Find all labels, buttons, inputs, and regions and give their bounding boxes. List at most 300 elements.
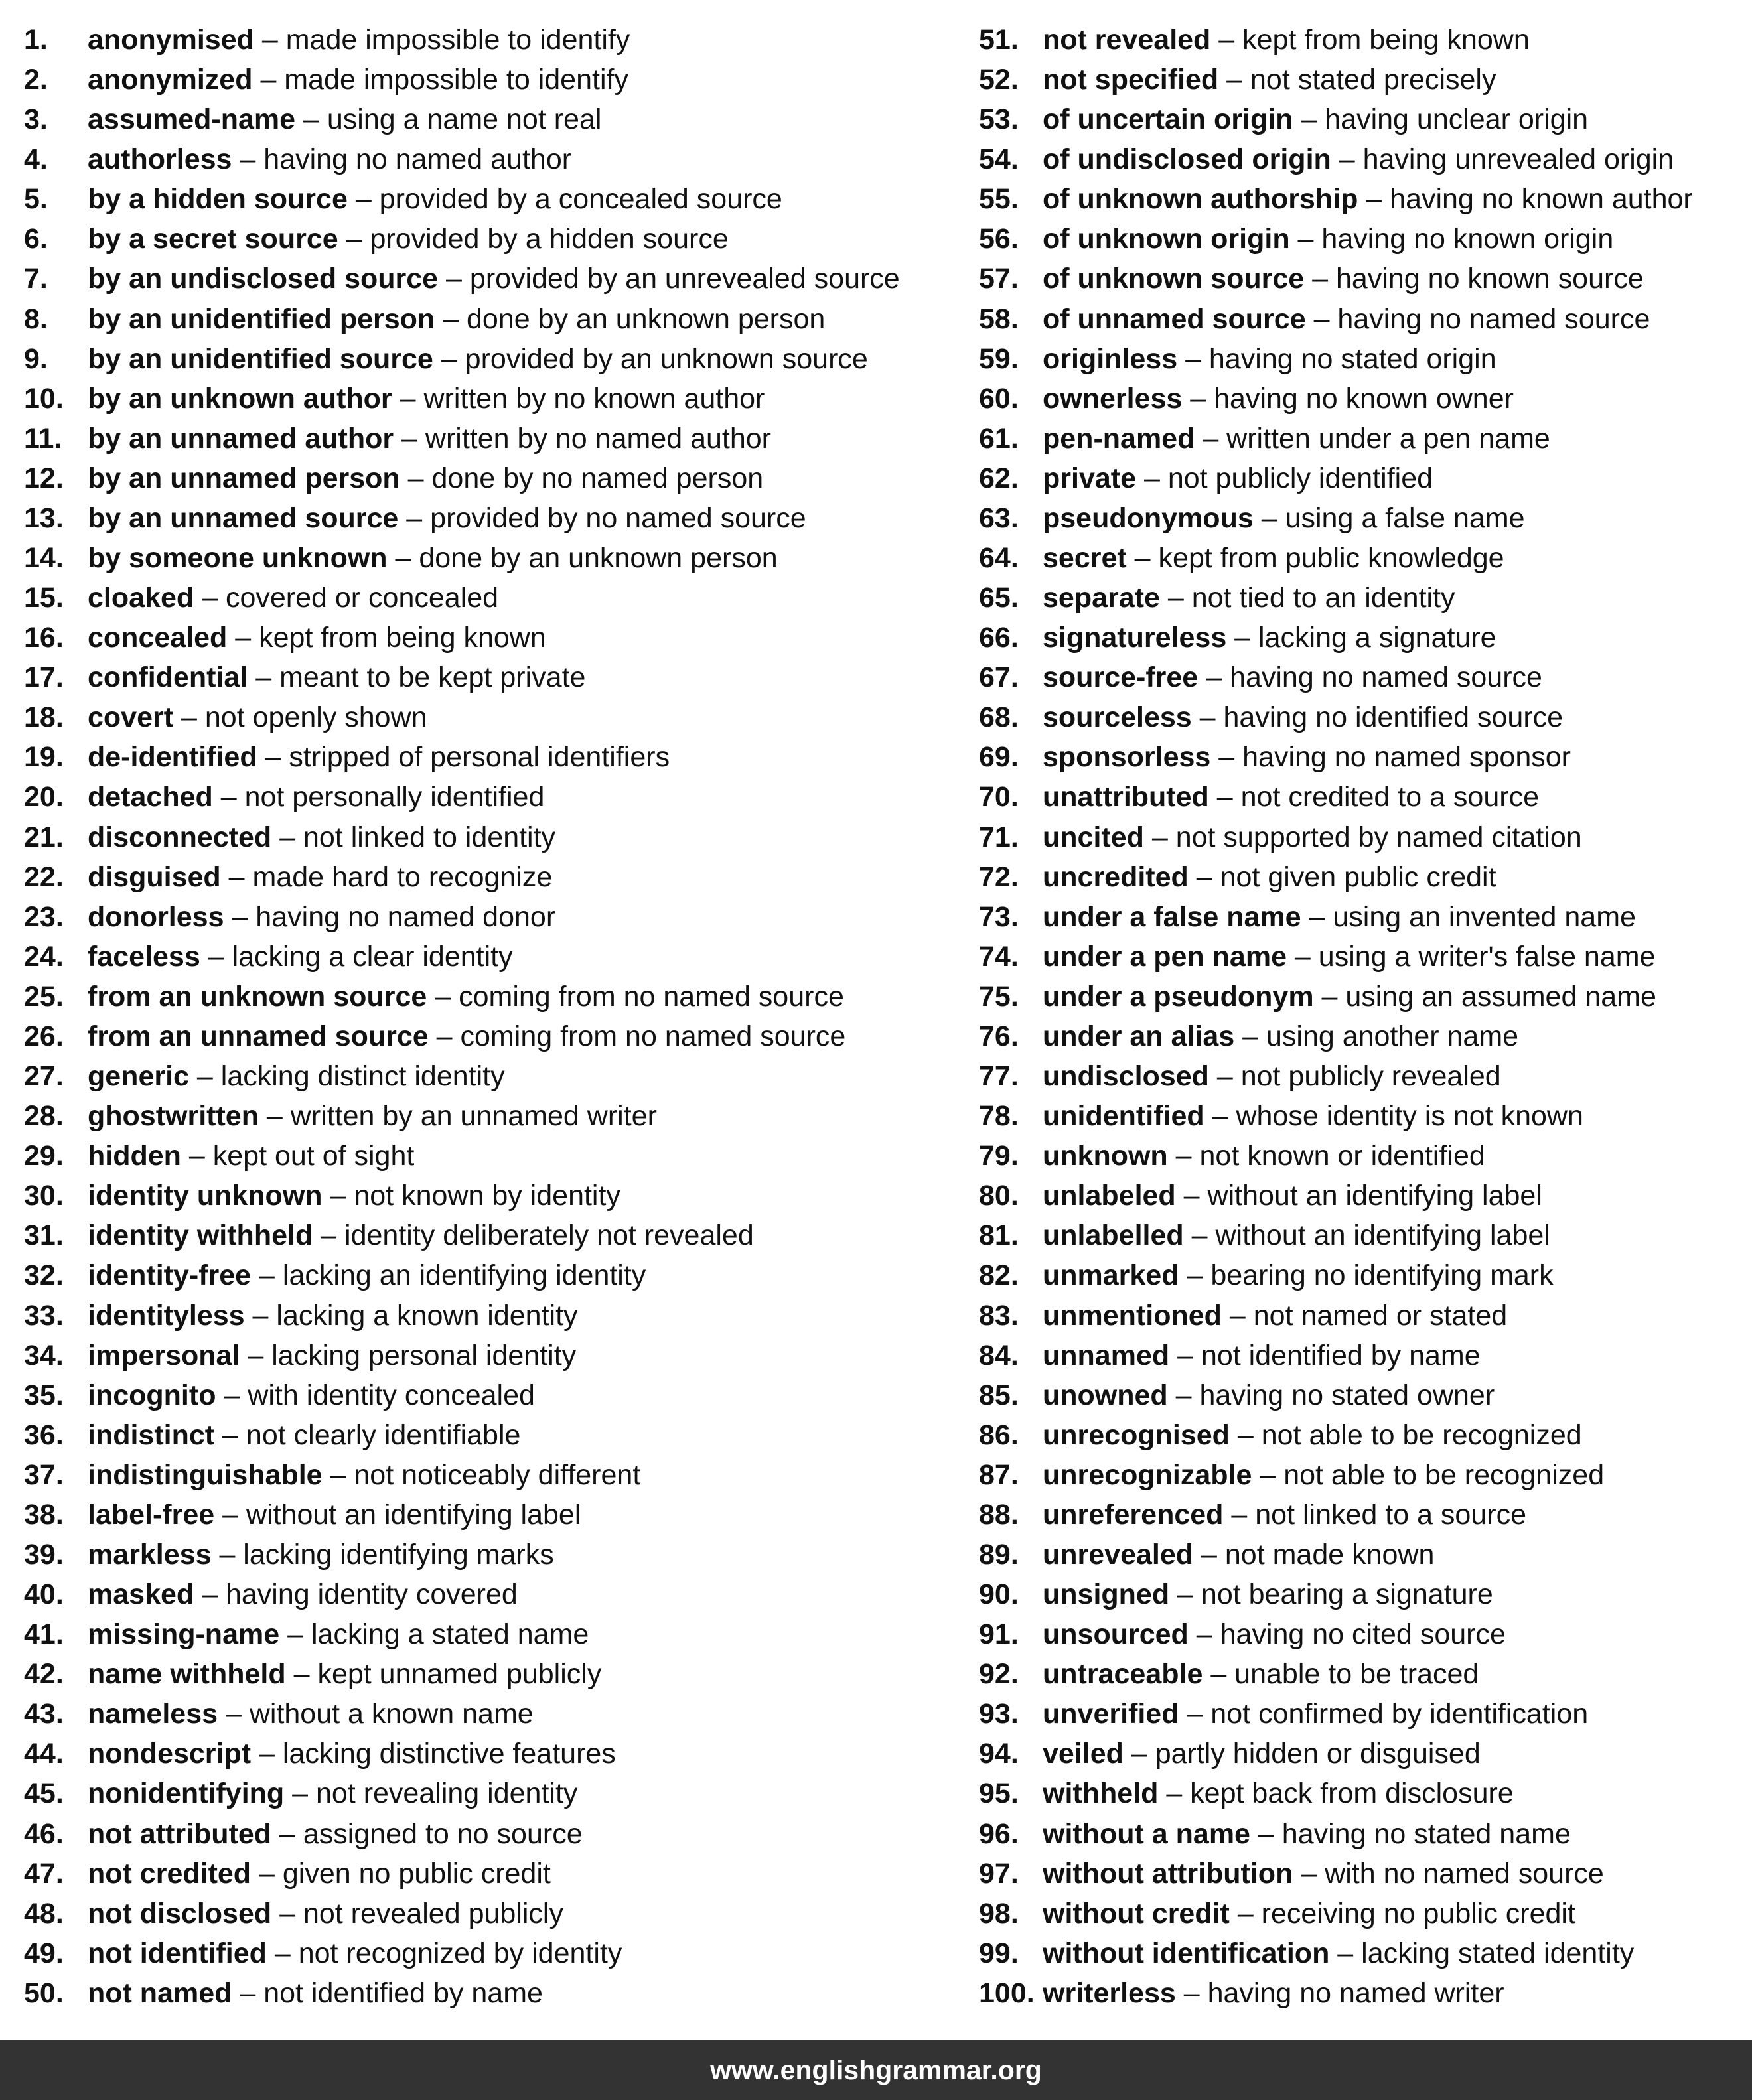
item-number: 79.	[979, 1140, 1019, 1172]
item-definition: – not linked to a source	[1223, 1498, 1526, 1531]
item-term: pen-named	[1043, 422, 1195, 455]
item-definition: – written by an unnamed writer	[258, 1100, 657, 1133]
item-term: by an unnamed source	[88, 502, 399, 534]
item-number: 85.	[979, 1379, 1019, 1411]
list-item	[24, 1814, 953, 1854]
item-term: ownerless	[1043, 382, 1183, 415]
list-item	[979, 1894, 1749, 1933]
item-number: 91.	[979, 1618, 1019, 1651]
item-term: unverified	[1043, 1698, 1179, 1730]
item-number: 77.	[979, 1060, 1019, 1093]
item-definition: – with identity concealed	[216, 1379, 535, 1411]
list-item	[979, 299, 1749, 339]
item-definition: – provided by an unrevealed source	[438, 263, 900, 295]
item-number: 45.	[24, 1778, 64, 1810]
list-item	[979, 697, 1749, 737]
item-definition: – having no known origin	[1289, 223, 1614, 255]
item-number: 47.	[24, 1857, 64, 1890]
item-term: hidden	[88, 1140, 181, 1172]
item-definition: – not bearing a signature	[1169, 1578, 1493, 1611]
item-number: 8.	[24, 303, 48, 335]
list-item	[24, 1894, 953, 1933]
list-item	[24, 179, 953, 219]
item-number: 66.	[979, 622, 1019, 654]
item-number: 69.	[979, 741, 1019, 774]
item-definition: – not given public credit	[1188, 861, 1497, 893]
list-item	[979, 139, 1749, 179]
item-term: unnamed	[1043, 1339, 1170, 1371]
item-definition: – whose identity is not known	[1204, 1100, 1583, 1133]
item-term: de-identified	[88, 741, 257, 774]
list-item	[24, 1614, 953, 1654]
list-item	[979, 1455, 1749, 1495]
item-term: by an undisclosed source	[88, 263, 439, 295]
item-definition: – not revealing identity	[284, 1778, 578, 1810]
list-item	[979, 419, 1749, 458]
item-definition: – lacking a clear identity	[200, 940, 513, 973]
item-number: 60.	[979, 382, 1019, 415]
item-definition: – kept from being known	[1210, 24, 1530, 56]
list-item	[979, 339, 1749, 379]
item-number: 68.	[979, 701, 1019, 734]
item-term: untraceable	[1043, 1658, 1203, 1691]
item-number: 16.	[24, 622, 64, 654]
list-item	[24, 20, 953, 60]
item-term: cloaked	[88, 582, 194, 614]
item-number: 33.	[24, 1299, 64, 1332]
item-number: 92.	[979, 1658, 1019, 1691]
item-definition: – having no stated name	[1250, 1817, 1571, 1850]
item-term: uncredited	[1043, 861, 1189, 893]
item-number: 94.	[979, 1738, 1019, 1770]
item-definition: – having unclear origin	[1293, 104, 1589, 136]
list-item	[979, 618, 1749, 658]
item-term: sponsorless	[1043, 741, 1211, 774]
list-item	[979, 179, 1749, 219]
item-term: pseudonymous	[1043, 502, 1254, 534]
item-term: incognito	[88, 1379, 216, 1411]
item-term: from an unnamed source	[88, 1020, 429, 1052]
item-number: 23.	[24, 900, 64, 933]
list-item	[24, 1375, 953, 1415]
item-term: ghostwritten	[88, 1100, 259, 1133]
item-number: 61.	[979, 422, 1019, 455]
item-term: concealed	[88, 622, 228, 654]
item-term: unreferenced	[1043, 1498, 1224, 1531]
item-definition: – lacking a signature	[1226, 622, 1497, 654]
item-definition: – kept out of sight	[181, 1140, 415, 1172]
footer-url[interactable]: www.englishgrammar.org	[710, 2055, 1042, 2085]
item-number: 15.	[24, 582, 64, 614]
item-term: undisclosed	[1043, 1060, 1209, 1093]
item-number: 7.	[24, 263, 48, 295]
item-number: 37.	[24, 1458, 64, 1491]
item-term: unattributed	[1043, 781, 1209, 813]
item-definition: – done by an unknown person	[435, 303, 826, 335]
list-item	[979, 1694, 1749, 1734]
item-term: by a secret source	[88, 223, 338, 255]
item-number: 67.	[979, 662, 1019, 694]
list-item	[979, 1296, 1749, 1336]
item-definition: – coming from no named source	[428, 1020, 846, 1052]
item-number: 72.	[979, 861, 1019, 893]
item-term: unrevealed	[1043, 1538, 1194, 1571]
item-number: 80.	[979, 1180, 1019, 1212]
item-term: by an unnamed person	[88, 462, 400, 494]
item-term: not named	[88, 1977, 232, 2009]
item-number: 49.	[24, 1937, 64, 1969]
item-term: under a pseudonym	[1043, 980, 1314, 1013]
item-term: missing-name	[88, 1618, 280, 1651]
item-definition: – using a name not real	[295, 104, 602, 136]
list-item	[979, 1016, 1749, 1056]
item-term: identityless	[88, 1299, 245, 1332]
item-term: unsigned	[1043, 1578, 1170, 1611]
item-term: masked	[88, 1578, 194, 1611]
item-number: 43.	[24, 1698, 64, 1730]
item-number: 51.	[979, 24, 1019, 56]
item-definition: – provided by no named source	[398, 502, 806, 534]
item-term: confidential	[88, 662, 248, 694]
list-item	[24, 1854, 953, 1894]
item-term: generic	[88, 1060, 189, 1093]
item-term: anonymized	[88, 64, 253, 96]
item-definition: – not linked to identity	[271, 821, 556, 853]
list-item	[979, 1734, 1749, 1774]
list-item	[979, 20, 1749, 60]
list-item	[979, 777, 1749, 817]
item-definition: – having identity covered	[194, 1578, 518, 1611]
item-definition: – kept from public knowledge	[1126, 542, 1504, 575]
item-definition: – not identified by name	[1169, 1339, 1481, 1371]
item-definition: – not able to be recognized	[1252, 1458, 1605, 1491]
item-number: 63.	[979, 502, 1019, 534]
item-number: 86.	[979, 1419, 1019, 1451]
item-definition: – provided by an unknown source	[433, 342, 868, 375]
item-term: originless	[1043, 342, 1178, 375]
item-term: of unnamed source	[1043, 303, 1306, 335]
list-item	[24, 618, 953, 658]
item-number: 46.	[24, 1817, 64, 1850]
list-item	[24, 1255, 953, 1295]
item-number: 58.	[979, 303, 1019, 335]
item-term: unrecognised	[1043, 1419, 1230, 1451]
item-definition: – having no known owner	[1182, 382, 1514, 415]
item-definition: – done by no named person	[400, 462, 764, 494]
item-definition: – not able to be recognized	[1229, 1419, 1582, 1451]
list-item	[979, 857, 1749, 897]
list-item	[979, 1176, 1749, 1216]
list-item	[24, 857, 953, 897]
item-term: disguised	[88, 861, 221, 893]
item-number: 44.	[24, 1738, 64, 1770]
item-term: without credit	[1043, 1897, 1230, 1929]
item-number: 97.	[979, 1857, 1019, 1890]
item-term: under a false name	[1043, 900, 1301, 933]
item-definition: – having no known author	[1358, 183, 1693, 216]
list-item	[979, 1056, 1749, 1096]
item-term: unlabeled	[1043, 1180, 1176, 1212]
list-item	[979, 1216, 1749, 1255]
item-definition: – not publicly identified	[1136, 462, 1433, 494]
item-number: 100.	[979, 1977, 1035, 2009]
item-definition: – using a writer's false name	[1286, 940, 1656, 973]
item-term: secret	[1043, 542, 1127, 575]
list-item	[979, 379, 1749, 419]
list-item	[24, 419, 953, 458]
item-number: 81.	[979, 1220, 1019, 1252]
item-definition: – receiving no public credit	[1229, 1897, 1575, 1929]
list-item	[24, 737, 953, 777]
item-definition: – not clearly identifiable	[214, 1419, 521, 1451]
item-definition: – provided by a hidden source	[338, 223, 729, 255]
item-term: uncited	[1043, 821, 1144, 853]
item-number: 20.	[24, 781, 64, 813]
list-item	[979, 1255, 1749, 1295]
item-number: 82.	[979, 1259, 1019, 1292]
item-term: without identification	[1043, 1937, 1330, 1969]
list-item	[24, 1734, 953, 1774]
item-number: 30.	[24, 1180, 64, 1212]
item-number: 1.	[24, 24, 48, 56]
item-term: identity unknown	[88, 1180, 323, 1212]
item-definition: – without an identifying label	[1183, 1220, 1550, 1252]
item-definition: – provided by a concealed source	[347, 183, 782, 216]
item-term: source-free	[1043, 662, 1199, 694]
item-number: 34.	[24, 1339, 64, 1371]
item-term: under an alias	[1043, 1020, 1235, 1052]
item-number: 26.	[24, 1020, 64, 1052]
item-number: 11.	[24, 422, 62, 455]
item-term: not disclosed	[88, 1897, 272, 1929]
item-definition: – using an assumed name	[1313, 980, 1656, 1013]
item-term: by an unknown author	[88, 382, 392, 415]
list-item	[24, 299, 953, 339]
item-number: 10.	[24, 382, 64, 415]
item-term: under a pen name	[1043, 940, 1287, 973]
item-definition: – not openly shown	[173, 701, 427, 734]
item-definition: – coming from no named source	[427, 980, 844, 1013]
item-definition: – not confirmed by identification	[1179, 1698, 1589, 1730]
item-definition: – using another name	[1234, 1020, 1519, 1052]
item-term: identity-free	[88, 1259, 252, 1292]
word-list-column-left	[24, 20, 953, 2013]
item-number: 93.	[979, 1698, 1019, 1730]
item-definition: – given no public credit	[251, 1857, 551, 1890]
item-definition: – not known by identity	[322, 1180, 620, 1212]
item-definition: – not supported by named citation	[1143, 821, 1582, 853]
item-definition: – without an identifying label	[1175, 1180, 1542, 1212]
item-term: assumed-name	[88, 104, 296, 136]
item-number: 74.	[979, 940, 1019, 973]
item-definition: – having no known source	[1304, 263, 1644, 295]
item-number: 76.	[979, 1020, 1019, 1052]
item-term: of unknown authorship	[1043, 183, 1358, 216]
item-definition: – having no named writer	[1175, 1977, 1504, 2009]
item-number: 40.	[24, 1578, 64, 1611]
item-definition: – not known or identified	[1167, 1140, 1485, 1172]
item-number: 29.	[24, 1140, 64, 1172]
item-definition: – done by an unknown person	[387, 542, 778, 575]
item-definition: – made impossible to identify	[252, 64, 628, 96]
list-item	[979, 1654, 1749, 1694]
item-number: 6.	[24, 223, 48, 255]
item-number: 57.	[979, 263, 1019, 295]
item-term: donorless	[88, 900, 224, 933]
item-number: 71.	[979, 821, 1019, 853]
item-number: 62.	[979, 462, 1019, 494]
list-item	[24, 1654, 953, 1694]
list-item	[24, 259, 953, 299]
footer-banner	[0, 2040, 1752, 2100]
item-definition: – made hard to recognize	[220, 861, 553, 893]
list-item	[979, 1375, 1749, 1415]
item-term: unidentified	[1043, 1100, 1204, 1133]
list-item	[979, 737, 1749, 777]
item-number: 35.	[24, 1379, 64, 1411]
item-number: 90.	[979, 1578, 1019, 1611]
item-term: of unknown source	[1043, 263, 1305, 295]
item-number: 59.	[979, 342, 1019, 375]
list-item	[24, 1336, 953, 1375]
item-definition: – kept from being known	[227, 622, 546, 654]
list-item	[979, 498, 1749, 538]
list-item	[24, 100, 953, 139]
item-term: private	[1043, 462, 1137, 494]
list-item	[24, 1016, 953, 1056]
list-item	[24, 1694, 953, 1734]
item-number: 55.	[979, 183, 1019, 216]
item-term: identity withheld	[88, 1220, 313, 1252]
list-item	[24, 379, 953, 419]
item-definition: – not credited to a source	[1208, 781, 1539, 813]
item-number: 54.	[979, 143, 1019, 176]
item-number: 88.	[979, 1498, 1019, 1531]
item-term: anonymised	[88, 24, 254, 56]
item-term: unowned	[1043, 1379, 1168, 1411]
item-definition: – without an identifying label	[214, 1498, 581, 1531]
item-number: 28.	[24, 1100, 64, 1133]
item-definition: – partly hidden or disguised	[1123, 1738, 1481, 1770]
item-definition: – having no named donor	[224, 900, 556, 933]
list-item	[24, 458, 953, 498]
item-number: 38.	[24, 1498, 64, 1531]
item-term: indistinguishable	[88, 1458, 323, 1491]
list-item	[979, 1933, 1749, 1973]
list-item	[24, 658, 953, 697]
item-definition: – identity deliberately not revealed	[313, 1220, 754, 1252]
list-item	[979, 578, 1749, 618]
item-definition: – having no cited source	[1188, 1618, 1506, 1651]
item-definition: – using an invented name	[1301, 900, 1636, 933]
item-definition: – lacking a stated name	[279, 1618, 589, 1651]
item-definition: – not stated precisely	[1218, 64, 1497, 96]
list-item	[979, 1336, 1749, 1375]
item-term: signatureless	[1043, 622, 1227, 654]
list-item	[24, 538, 953, 578]
item-term: unlabelled	[1043, 1220, 1184, 1252]
item-term: indistinct	[88, 1419, 215, 1451]
item-term: by an unnamed author	[88, 422, 394, 455]
item-term: not credited	[88, 1857, 252, 1890]
item-term: impersonal	[88, 1339, 240, 1371]
item-definition: – lacking an identifying identity	[251, 1259, 646, 1292]
item-number: 2.	[24, 64, 48, 96]
item-number: 52.	[979, 64, 1019, 96]
list-item	[24, 1774, 953, 1813]
item-definition: – with no named source	[1293, 1857, 1604, 1890]
item-definition: – having no identified source	[1191, 701, 1564, 734]
item-number: 99.	[979, 1937, 1019, 1969]
list-item	[24, 498, 953, 538]
word-list-column-right	[979, 20, 1749, 2013]
item-definition: – lacking identifying marks	[211, 1538, 554, 1571]
item-number: 39.	[24, 1538, 64, 1571]
list-item	[24, 1535, 953, 1575]
item-definition: – lacking distinctive features	[251, 1738, 616, 1770]
item-term: from an unknown source	[88, 980, 427, 1013]
item-term: unrecognizable	[1043, 1458, 1252, 1491]
list-item	[24, 60, 953, 100]
list-item	[24, 1056, 953, 1096]
item-definition: – having no named sponsor	[1210, 741, 1571, 774]
list-item	[979, 60, 1749, 100]
item-term: withheld	[1043, 1778, 1159, 1810]
item-term: without a name	[1043, 1817, 1250, 1850]
item-definition: – kept back from disclosure	[1158, 1778, 1514, 1810]
item-definition: – written under a pen name	[1195, 422, 1550, 455]
item-number: 22.	[24, 861, 64, 893]
item-term: by an unidentified source	[88, 342, 433, 375]
item-number: 53.	[979, 104, 1019, 136]
list-item	[24, 817, 953, 857]
item-definition: – bearing no identifying mark	[1179, 1259, 1554, 1292]
list-item	[24, 937, 953, 977]
list-item	[24, 1415, 953, 1455]
item-definition: – not recognized by identity	[266, 1937, 622, 1969]
item-term: nameless	[88, 1698, 218, 1730]
list-item	[979, 817, 1749, 857]
item-number: 87.	[979, 1458, 1019, 1491]
list-item	[24, 977, 953, 1016]
item-number: 13.	[24, 502, 64, 534]
list-item	[979, 1136, 1749, 1176]
item-term: unknown	[1043, 1140, 1168, 1172]
item-definition: – kept unnamed publicly	[285, 1658, 602, 1691]
list-item	[979, 977, 1749, 1016]
list-item	[24, 339, 953, 379]
list-item	[979, 1774, 1749, 1813]
item-term: disconnected	[88, 821, 272, 853]
list-item	[24, 1136, 953, 1176]
item-definition: – not named or stated	[1221, 1299, 1508, 1332]
item-definition: – having unrevealed origin	[1331, 143, 1674, 176]
list-item	[979, 1096, 1749, 1136]
item-definition: – lacking stated identity	[1329, 1937, 1635, 1969]
item-number: 5.	[24, 183, 48, 216]
list-item	[24, 1575, 953, 1614]
item-definition: – not identified by name	[232, 1977, 543, 2009]
item-term: by a hidden source	[88, 183, 348, 216]
item-definition: – assigned to no source	[271, 1817, 583, 1850]
item-number: 41.	[24, 1618, 64, 1651]
item-definition: – not revealed publicly	[271, 1897, 563, 1929]
list-item	[24, 1973, 953, 2013]
item-term: veiled	[1043, 1738, 1124, 1770]
item-number: 70.	[979, 781, 1019, 813]
item-number: 83.	[979, 1299, 1019, 1332]
list-item	[979, 219, 1749, 259]
